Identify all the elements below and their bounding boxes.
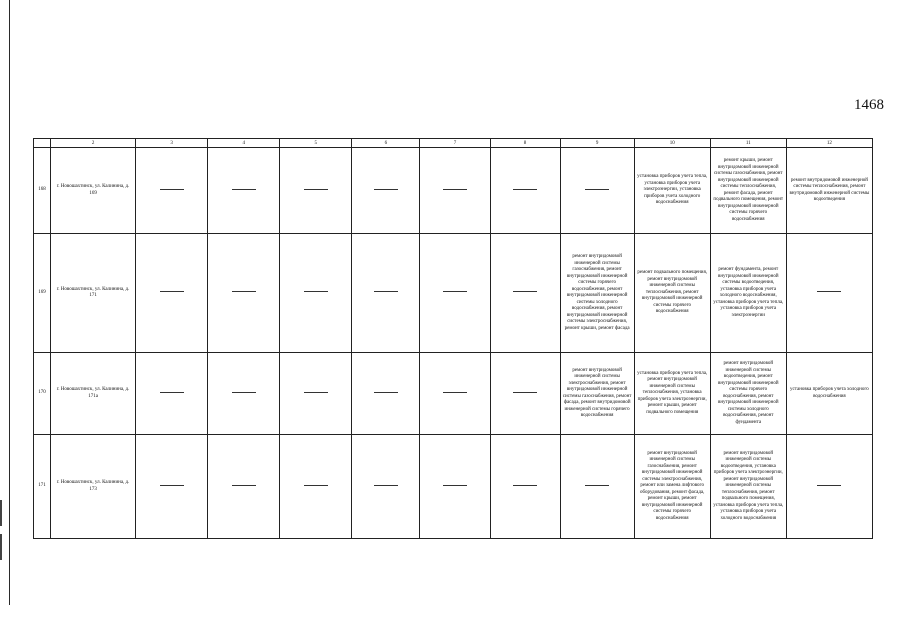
- page-edge-mark: [0, 534, 2, 560]
- dash-mark: [513, 291, 537, 292]
- works-cell: установка приборов учета тепла, установка приборов учета электроэнергии, установка приборов учета холодного водоснабжения: [634, 148, 710, 234]
- dash-mark: [232, 392, 256, 393]
- works-cell: ремонт фундамента, ремонт внутридомовой инженерной системы водоотведения, установка приборов учета холодного водоснабжения, установка приборов учета тепла, установка приборов учета электроэнергии: [710, 234, 786, 353]
- empty-cell: [136, 234, 208, 353]
- dash-mark: [817, 485, 841, 486]
- empty-cell: [208, 234, 280, 353]
- row-number: 169: [34, 234, 51, 353]
- table-row: [34, 234, 873, 353]
- header-cell: 5: [280, 139, 352, 148]
- empty-cell: [208, 148, 280, 234]
- header-cell: 10: [634, 139, 710, 148]
- works-cell: установка приборов учета холодного водоснабжения: [786, 353, 872, 435]
- dash-mark: [585, 189, 609, 190]
- works-cell: ремонт внутридомовой инженерной системы электроснабжения, ремонт внутридомовой инженерной системы газоснабжения, ремонт фасада, ремонт внутридомовой инженерной системы горячего водоснабжения: [560, 353, 634, 435]
- repair-schedule-table: [33, 138, 873, 539]
- empty-cell: [420, 353, 490, 435]
- empty-cell: [420, 435, 490, 539]
- address-cell: г. Новошахтинск, ул. Калинина, д. 169: [51, 148, 136, 234]
- address-cell: г. Новошахтинск, ул. Калинина, д. 173: [51, 435, 136, 539]
- page-number: 1468: [854, 97, 884, 113]
- dash-mark: [232, 485, 256, 486]
- works-cell: ремонт внутридомовой инженерной системы газоснабжения, ремонт внутридомовой инженерной системы горячего водоснабжения, ремонт внутридомовой инженерной системы холодного водоснабжения, ремонт внутридомовой инженерной системы электроснабжения, ремонт крыши, ремонт фасада: [560, 234, 634, 353]
- works-cell: ремонт внутридомовой инженерной системы водоотведения, ремонт внутридомовой инженерной системы горячего водоснабжения, ремонт внутридомовой инженерной системы холодного водоснабжения, ремонт фундамента: [710, 353, 786, 435]
- page-edge-mark: [0, 500, 2, 526]
- header-cell: 12: [786, 139, 872, 148]
- works-cell: [786, 234, 872, 353]
- empty-cell: [136, 148, 208, 234]
- dash-mark: [443, 392, 467, 393]
- table-row: [34, 148, 873, 234]
- dash-mark: [304, 485, 328, 486]
- table-header-row: [34, 139, 873, 148]
- empty-cell: [352, 353, 420, 435]
- empty-cell: [490, 353, 560, 435]
- empty-cell: [280, 148, 352, 234]
- header-cell: 9: [560, 139, 634, 148]
- header-cell: 3: [136, 139, 208, 148]
- works-cell: ремонт внутридомовой инженерной системы теплоснабжения, ремонт внутридомовой инженерной системы водоотведения: [786, 148, 872, 234]
- dash-mark: [160, 189, 184, 190]
- works-cell: установка приборов учета тепла, ремонт внутридомовой инженерной системы теплоснабжения, установка приборов учета электроэнергии, ремонт крыши, ремонт подвального помещения: [634, 353, 710, 435]
- dash-mark: [513, 392, 537, 393]
- empty-cell: [420, 234, 490, 353]
- dash-mark: [160, 485, 184, 486]
- dash-mark: [232, 189, 256, 190]
- dash-mark: [374, 291, 398, 292]
- empty-cell: [280, 435, 352, 539]
- dash-mark: [443, 291, 467, 292]
- empty-cell: [136, 353, 208, 435]
- dash-mark: [443, 485, 467, 486]
- row-number: 171: [34, 435, 51, 539]
- header-cell: 7: [420, 139, 490, 148]
- dash-mark: [513, 189, 537, 190]
- works-cell: ремонт внутридомовой инженерной системы газоснабжения, ремонт внутридомовой инженерной системы электроснабжения, ремонт или замена лифтового оборудования, ремонт фасада, ремонт крыши, ремонт внутридомовой инженерной системы горячего водоснабжения: [634, 435, 710, 539]
- empty-cell: [208, 353, 280, 435]
- works-cell: [786, 435, 872, 539]
- empty-cell: [352, 148, 420, 234]
- works-cell: [560, 435, 634, 539]
- dash-mark: [160, 392, 184, 393]
- dash-mark: [443, 189, 467, 190]
- works-cell: ремонт крыши, ремонт внутридомовой инженерной системы газоснабжения, ремонт внутридомовой инженерной системы теплоснабжения, ремонт фасада, ремонт подвального помещения, ремонт внутридомовой инженерной системы горячего водоснабжения: [710, 148, 786, 234]
- header-cell: [34, 139, 51, 148]
- header-cell: 4: [208, 139, 280, 148]
- address-cell: г. Новошахтинск, ул. Калинина, д. 171: [51, 234, 136, 353]
- header-cell: 6: [352, 139, 420, 148]
- dash-mark: [374, 392, 398, 393]
- dash-mark: [513, 485, 537, 486]
- empty-cell: [490, 148, 560, 234]
- header-cell: 8: [490, 139, 560, 148]
- dash-mark: [304, 189, 328, 190]
- page-edge-line: [9, 0, 10, 605]
- row-number: 170: [34, 353, 51, 435]
- table-row: [34, 353, 873, 435]
- empty-cell: [420, 148, 490, 234]
- address-cell: г. Новошахтинск, ул. Калинина, д. 171а: [51, 353, 136, 435]
- empty-cell: [352, 435, 420, 539]
- dash-mark: [374, 485, 398, 486]
- empty-cell: [136, 435, 208, 539]
- dash-mark: [232, 291, 256, 292]
- empty-cell: [490, 435, 560, 539]
- empty-cell: [280, 353, 352, 435]
- dash-mark: [304, 291, 328, 292]
- empty-cell: [352, 234, 420, 353]
- works-cell: ремонт внутридомовой инженерной системы водоотведения, установка приборов учета электроэнергии, ремонт внутридомовой инженерной системы теплоснабжения, ремонт подвального помещения, установка приборов учета тепла, установка приборов учета холодного водоснабжения: [710, 435, 786, 539]
- header-cell: 2: [51, 139, 136, 148]
- works-cell: ремонт подвального помещения, ремонт внутридомовой инженерной системы теплоснабжения, ремонт внутридомовой инженерной системы горячего водоснабжения: [634, 234, 710, 353]
- dash-mark: [817, 291, 841, 292]
- header-cell: 11: [710, 139, 786, 148]
- empty-cell: [208, 435, 280, 539]
- row-number: 168: [34, 148, 51, 234]
- dash-mark: [304, 392, 328, 393]
- empty-cell: [280, 234, 352, 353]
- dash-mark: [160, 291, 184, 292]
- dash-mark: [585, 485, 609, 486]
- works-cell: [560, 148, 634, 234]
- table-row: [34, 435, 873, 539]
- empty-cell: [490, 234, 560, 353]
- dash-mark: [374, 189, 398, 190]
